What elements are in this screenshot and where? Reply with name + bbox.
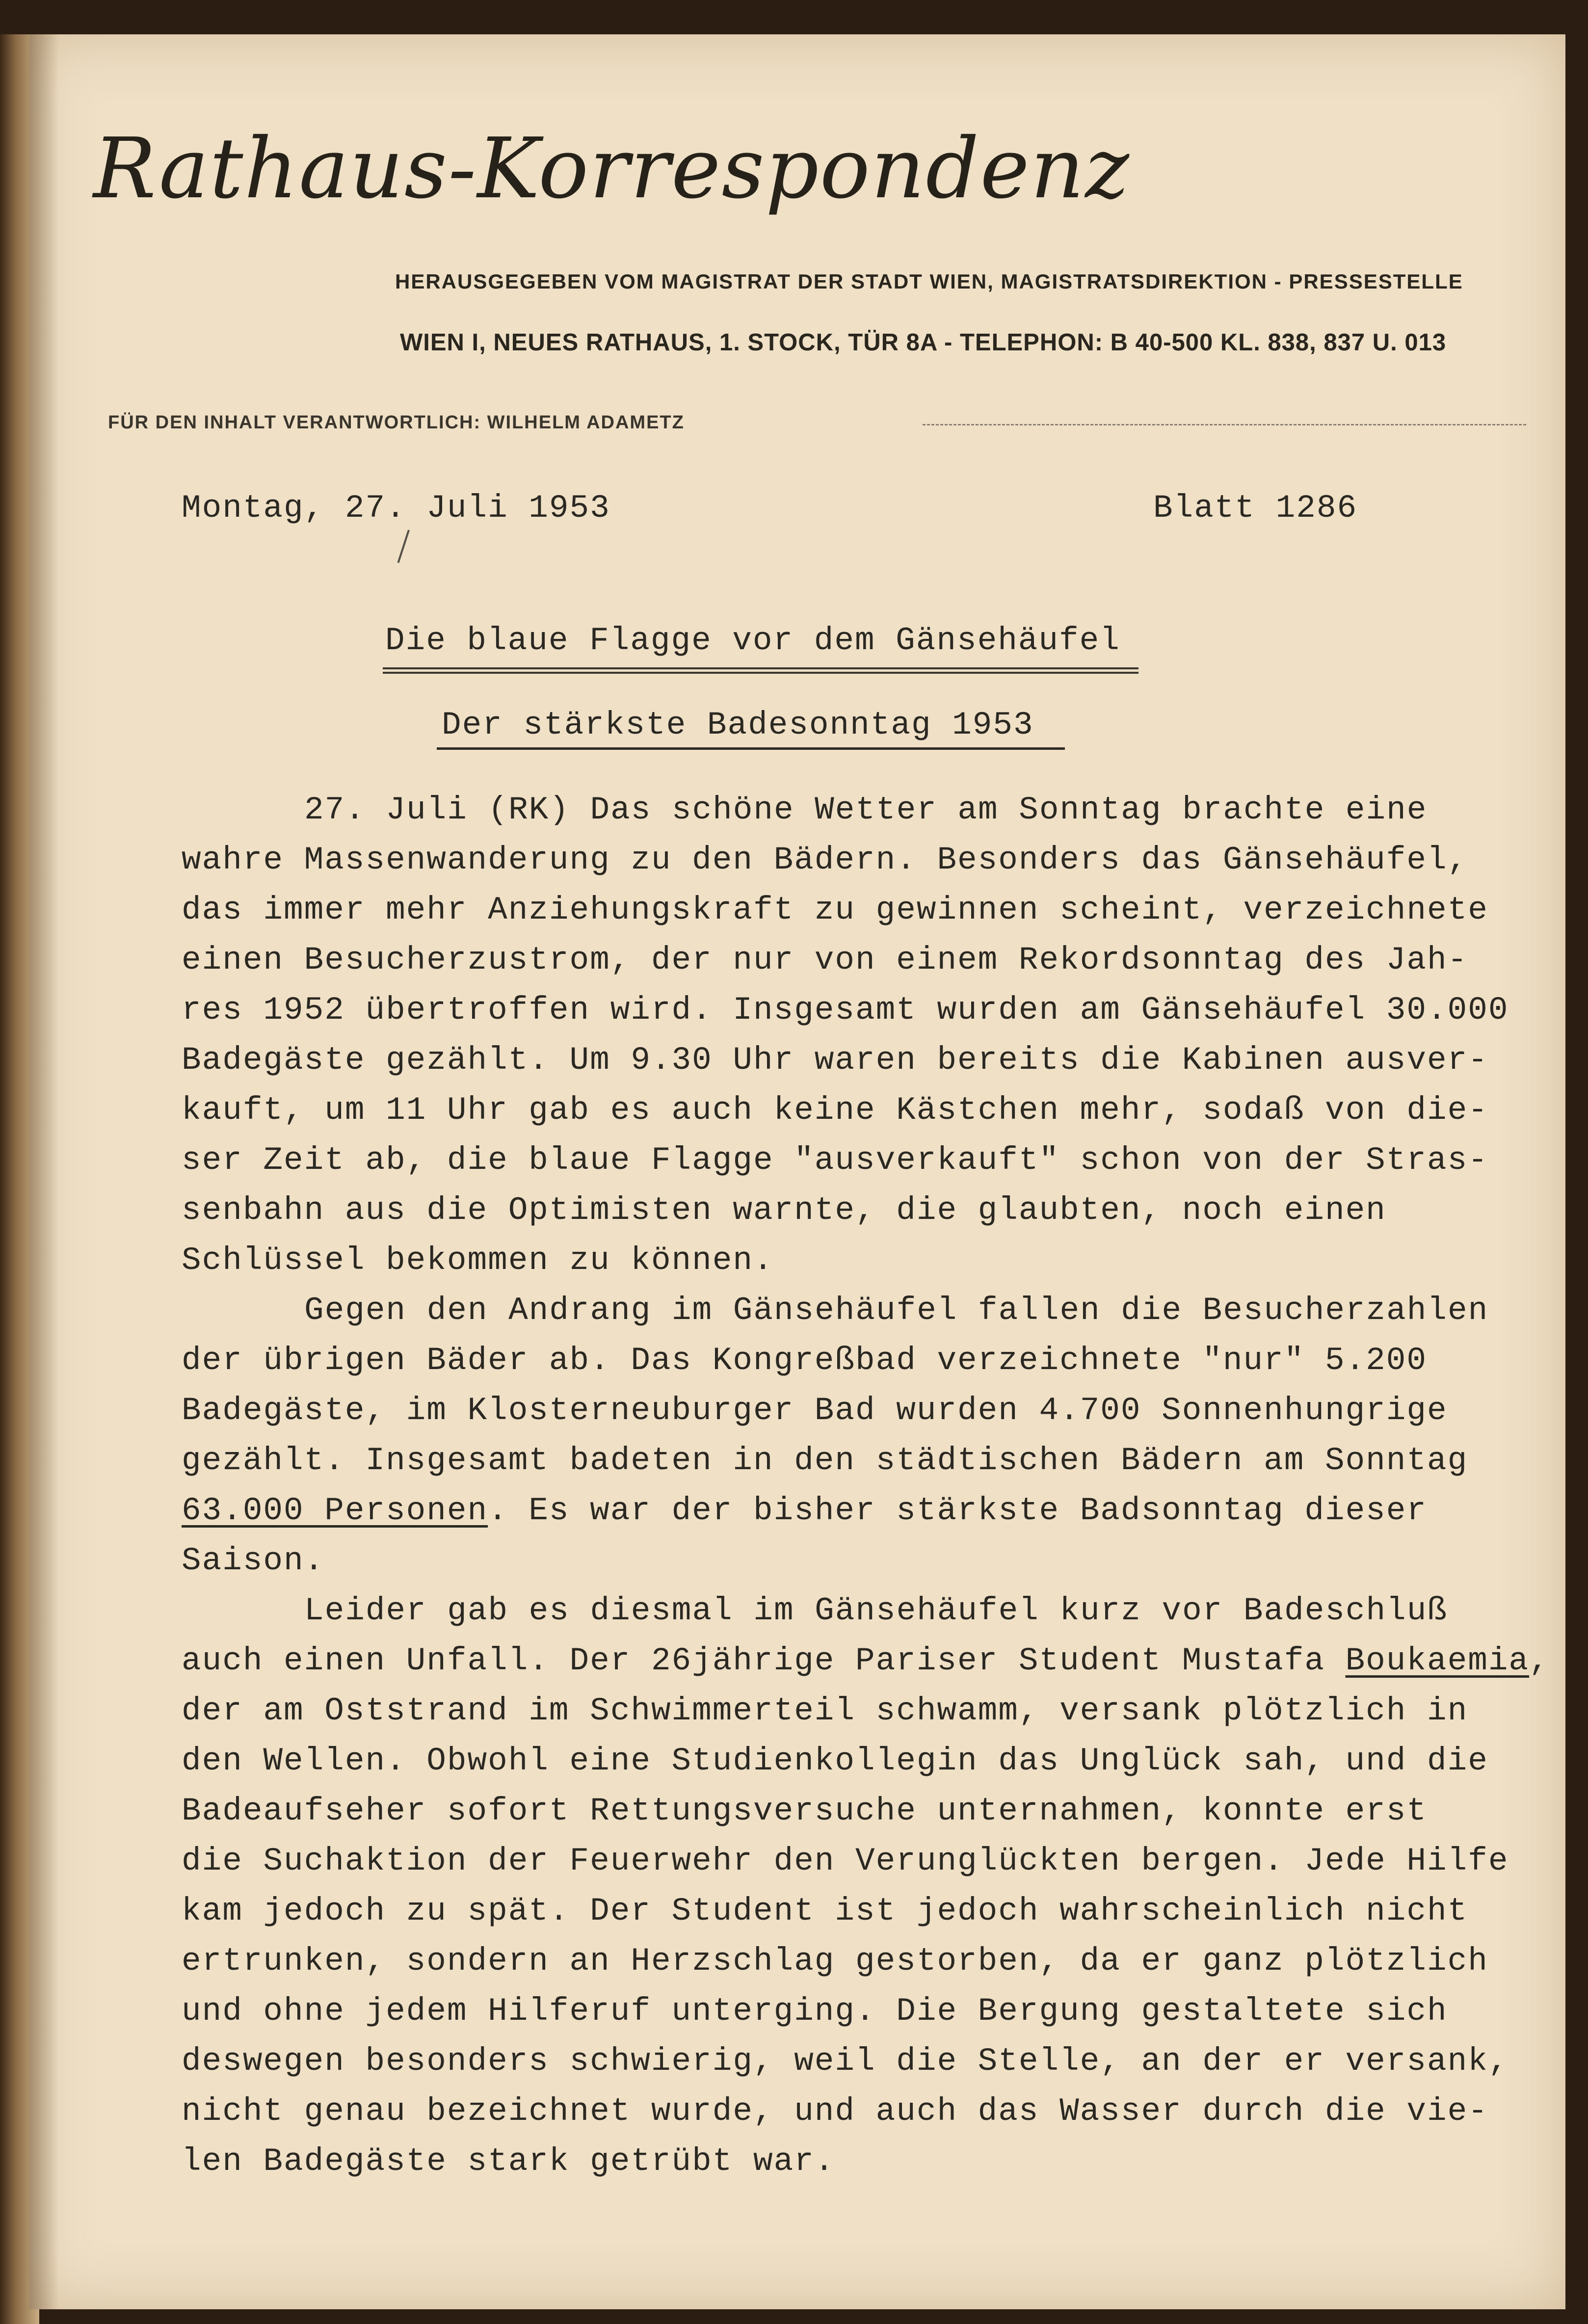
- underlined-name: Boukaemia: [1345, 1642, 1530, 1679]
- body-line: nicht genau bezeichnet wurde, und auch das Wasser durch die vie-: [182, 2093, 1488, 2130]
- body-line: Badegäste, im Klosterneuburger Bad wurden 4.700 Sonnenhungrige: [182, 1392, 1448, 1429]
- body-line: ser Zeit ab, die blaue Flagge "ausverkauft" schon von der Stras-: [182, 1142, 1488, 1179]
- body-line: Saison.: [182, 1542, 325, 1579]
- body-line: kauft, um 11 Uhr gab es auch keine Kästchen mehr, sodaß von die-: [182, 1092, 1488, 1129]
- body-line: Schlüssel bekommen zu können.: [182, 1242, 774, 1279]
- body-line: Leider gab es diesmal im Gänsehäufel kurz vor Badeschluß: [304, 1592, 1448, 1629]
- sheet-number: Blatt 1286: [1153, 490, 1358, 527]
- article-body: [182, 785, 1556, 2187]
- body-line: len Badegäste stark getrübt war.: [182, 2143, 835, 2180]
- body-line: res 1952 übertroffen wird. Insgesamt wurden am Gänsehäufel 30.000: [182, 992, 1509, 1029]
- address-line: WIEN I, NEUES RATHAUS, 1. STOCK, TÜR 8A - TELEPHON: B 40-500 KL. 838, 837 U. 013: [400, 329, 1447, 356]
- body-line: 27. Juli (RK) Das schöne Wetter am Sonntag brachte eine: [304, 792, 1428, 828]
- masthead-title: Rathaus-Korrespondenz: [93, 120, 1130, 217]
- body-text: . Es war der bisher stärkste Badsonntag dieser: [488, 1492, 1428, 1529]
- header-divider: [923, 424, 1526, 425]
- body-line: Badeaufseher sofort Rettungsversuche unternahmen, konnte erst: [182, 1793, 1427, 1829]
- body-line: deswegen besonders schwierig, weil die Stelle, an der er versank,: [182, 2043, 1509, 2080]
- body-line: kam jedoch zu spät. Der Student ist jedoch wahrscheinlich nicht: [182, 1893, 1468, 1929]
- body-text: ,: [1529, 1642, 1550, 1679]
- body-line: [182, 1636, 1556, 1686]
- subtitle-underline: [437, 747, 1065, 750]
- body-line: der am Oststrand im Schwimmerteil schwamm, versank plötzlich in: [182, 1692, 1468, 1729]
- body-line: die Suchaktion der Feuerwehr den Verunglückten bergen. Jede Hilfe: [182, 1843, 1509, 1879]
- publisher-line: HERAUSGEGEBEN VOM MAGISTRAT DER STADT WIEN, MAGISTRATSDIREKTION - PRESSESTELLE: [395, 270, 1463, 293]
- body-line: gezählt. Insgesamt badeten in den städtischen Bädern am Sonntag: [182, 1442, 1468, 1479]
- body-line: senbahn aus die Optimisten warnte, die glaubten, noch einen: [182, 1192, 1386, 1229]
- responsible-editor-line: FÜR DEN INHALT VERANTWORTLICH: WILHELM ADAMETZ: [108, 412, 685, 433]
- document-page: [29, 34, 1565, 2309]
- body-line: der übrigen Bäder ab. Das Kongreßbad verzeichnete "nur" 5.200: [182, 1342, 1427, 1379]
- title-double-rule: [383, 667, 1138, 674]
- body-line: [182, 1486, 1556, 1536]
- body-line: einen Besucherzustrom, der nur von einem Rekordsonntag des Jah-: [182, 942, 1468, 978]
- body-line: Gegen den Andrang im Gänsehäufel fallen die Besucherzahlen: [304, 1292, 1489, 1329]
- underlined-total: 63.000 Personen: [182, 1492, 488, 1529]
- body-line: ertrunken, sondern an Herzschlag gestorben, da er ganz plötzlich: [182, 1943, 1488, 1980]
- body-line: den Wellen. Obwohl eine Studienkollegin das Unglück sah, und die: [182, 1743, 1488, 1779]
- body-text: auch einen Unfall. Der 26jährige Pariser Student Mustafa: [182, 1642, 1346, 1679]
- article-subtitle: Der stärkste Badesonntag 1953: [442, 707, 1034, 743]
- body-line: Badegäste gezählt. Um 9.30 Uhr waren bereits die Kabinen ausver-: [182, 1042, 1488, 1079]
- article-title: Die blaue Flagge vor dem Gänsehäufel: [385, 622, 1120, 659]
- body-line: und ohne jedem Hilferuf unterging. Die Bergung gestaltete sich: [182, 1993, 1448, 2030]
- pencil-mark: [397, 530, 415, 565]
- body-line: das immer mehr Anziehungskraft zu gewinnen scheint, verzeichnete: [182, 892, 1488, 928]
- binding-shadow: [29, 34, 59, 2309]
- body-line: wahre Massenwanderung zu den Bädern. Besonders das Gänsehäufel,: [182, 842, 1468, 878]
- issue-date: Montag, 27. Juli 1953: [182, 490, 610, 527]
